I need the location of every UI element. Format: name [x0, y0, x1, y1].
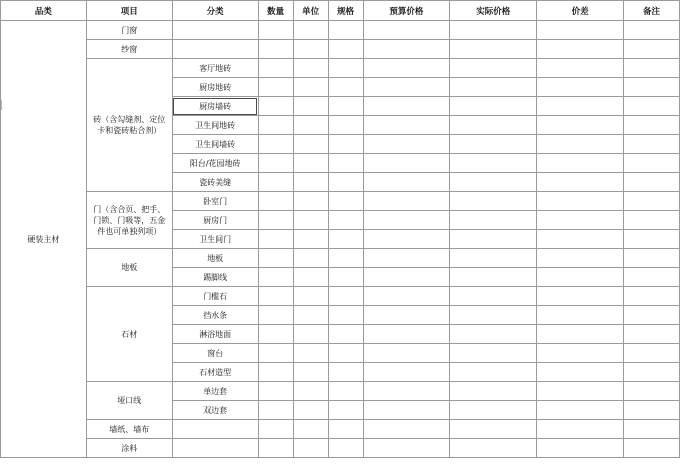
type-cell[interactable]: 厨房地砖 — [172, 78, 258, 97]
type-cell[interactable]: 窗台 — [172, 344, 258, 363]
table-row — [1, 192, 680, 211]
type-cell[interactable]: 单边套 — [172, 382, 258, 401]
header-spec[interactable]: 规格 — [328, 1, 363, 21]
item-cell[interactable]: 地板 — [86, 249, 172, 287]
item-cell[interactable]: 垭口线 — [86, 382, 172, 420]
type-cell[interactable]: 瓷砖美缝 — [172, 173, 258, 192]
type-cell[interactable]: 卫生间墙砖 — [172, 135, 258, 154]
type-cell[interactable]: 卧室门 — [172, 192, 258, 211]
header-actual-price[interactable]: 实际价格 — [450, 1, 537, 21]
header-type[interactable]: 分类 — [172, 1, 258, 21]
item-cell[interactable]: 涂料 — [86, 439, 172, 458]
item-cell[interactable]: 门窗 — [86, 21, 172, 40]
type-cell[interactable]: 卫生间地砖 — [172, 116, 258, 135]
type-cell-selected[interactable]: 厨房墙砖 — [172, 97, 258, 116]
item-cell[interactable]: 纱窗 — [86, 40, 172, 59]
type-cell[interactable]: 地板 — [172, 249, 258, 268]
type-cell[interactable]: 踢脚线 — [172, 268, 258, 287]
type-cell[interactable]: 门槛石 — [172, 287, 258, 306]
type-cell[interactable] — [172, 439, 258, 458]
header-item[interactable]: 项目 — [86, 1, 172, 21]
header-unit[interactable]: 单位 — [293, 1, 328, 21]
type-cell[interactable]: 淋浴地面 — [172, 325, 258, 344]
item-cell[interactable]: 墙纸、墙布 — [86, 420, 172, 439]
item-cell[interactable]: 石材 — [86, 287, 172, 382]
item-cell[interactable]: 砖（含勾缝剂、定位卡和瓷砖粘合剂） — [86, 59, 172, 192]
table-row — [1, 439, 680, 458]
table-row — [1, 287, 680, 306]
type-cell[interactable]: 客厅地砖 — [172, 59, 258, 78]
type-cell[interactable]: 卫生间门 — [172, 230, 258, 249]
type-cell[interactable] — [172, 420, 258, 439]
header-budget-price[interactable]: 预算价格 — [363, 1, 450, 21]
type-cell[interactable] — [172, 21, 258, 40]
table-row — [1, 59, 680, 78]
type-cell[interactable] — [172, 40, 258, 59]
item-cell[interactable]: 门（含合页、把手、门锁、门吸等，五金件也可单独列项） — [86, 192, 172, 249]
table-row — [1, 420, 680, 439]
table-row — [1, 249, 680, 268]
table-row — [1, 382, 680, 401]
type-cell[interactable]: 阳台/花园地砖 — [172, 154, 258, 173]
type-cell[interactable]: 挡水条 — [172, 306, 258, 325]
header-quantity[interactable]: 数量 — [258, 1, 293, 21]
table-row — [1, 40, 680, 59]
table-row — [1, 21, 680, 40]
category-cell[interactable]: 硬装主材 — [1, 21, 87, 458]
type-cell[interactable]: 石材造型 — [172, 363, 258, 382]
header-row — [1, 1, 680, 21]
header-price-diff[interactable]: 价差 — [537, 1, 624, 21]
header-remark[interactable]: 备注 — [624, 1, 680, 21]
type-cell[interactable]: 双边套 — [172, 401, 258, 420]
type-cell[interactable]: 厨房门 — [172, 211, 258, 230]
header-category[interactable]: 品类 — [1, 1, 87, 21]
